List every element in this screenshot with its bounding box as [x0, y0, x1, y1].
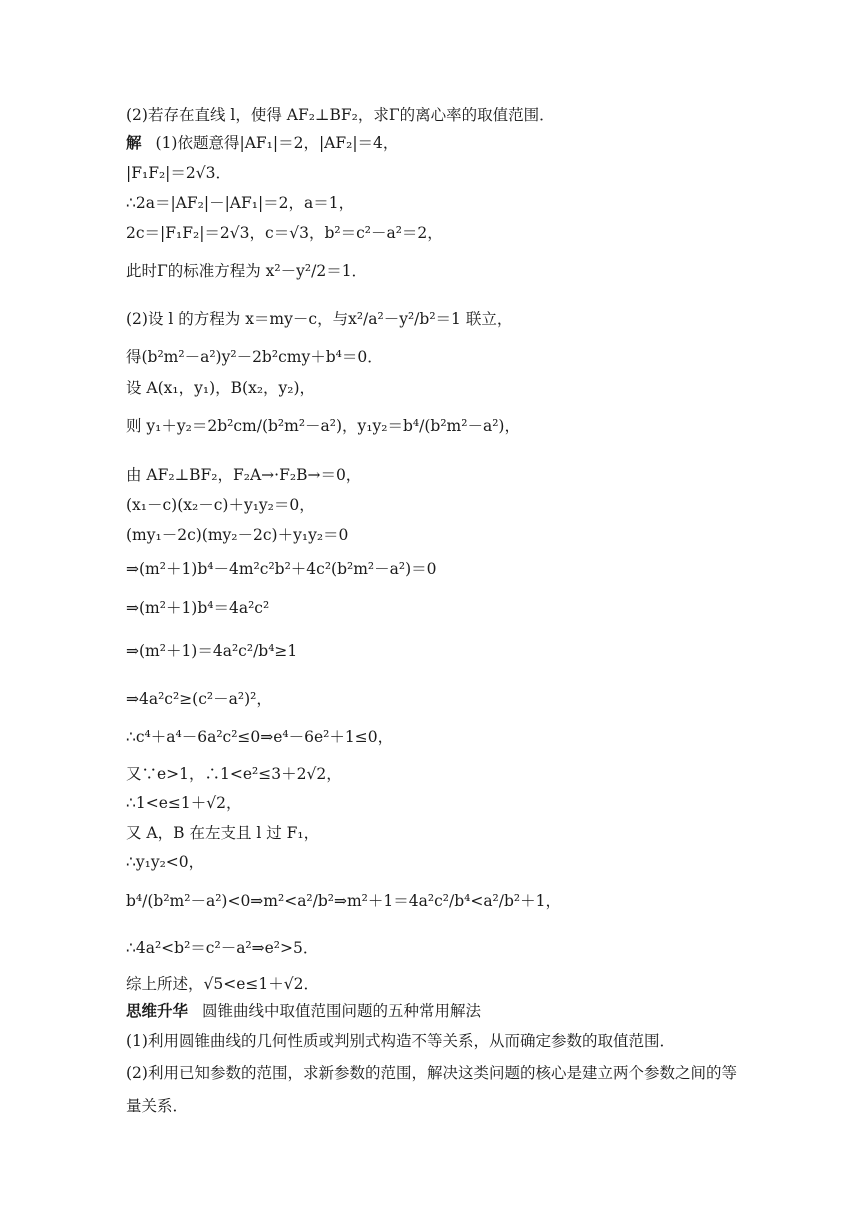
solution-line: ∴2a＝|AF₂|－|AF₁|＝2，a＝1，: [126, 194, 355, 212]
solution-line: |F₁F₂|＝2√3．: [126, 164, 231, 182]
summary-label: 思维升华: [126, 1002, 189, 1020]
solution-line: 又∵e>1，∴1<e²≤3＋2√2，: [126, 765, 342, 783]
solution-line: (2)设 l 的方程为 x＝my－c，与x²/a²－y²/b²＝1 联立，: [126, 310, 513, 328]
solution-line: 则 y₁＋y₂＝2b²cm/(b²m²－a²)，y₁y₂＝b⁴/(b²m²－a²)，: [126, 417, 520, 435]
solution-line: ⇒4a²c²≥(c²－a²)²，: [126, 690, 272, 708]
solution-line: 设 A(x₁，y₁)，B(x₂，y₂)，: [126, 379, 316, 397]
summary-item: (2)利用已知参数的范围，求新参数的范围，解决这类问题的核心是建立两个参数之间的等量关系．: [126, 1064, 737, 1115]
solution-line: b⁴/(b²m²－a²)<0⇒m²<a²/b²⇒m²＋1＝4a²c²/b⁴<a²/b²＋1，: [126, 892, 561, 910]
solution-line: (my₁－2c)(my₂－2c)＋y₁y₂＝0: [126, 526, 349, 544]
question-part-2: (2)若存在直线 l，使得 AF₂⊥BF₂，求Γ的离心率的取值范围．: [126, 106, 555, 124]
solution-line: ∴1<e≤1＋√2，: [126, 794, 242, 812]
solution-label: 解: [126, 134, 142, 152]
solution-line: 此时Γ的标准方程为 x²－y²/2＝1．: [126, 262, 368, 280]
solution-line: 得(b²m²－a²)y²－2b²cmy＋b⁴＝0．: [126, 348, 383, 366]
solution-line: 解 (1)依题意得|AF₁|＝2，|AF₂|＝4，: [126, 134, 399, 152]
solution-line: 2c＝|F₁F₂|＝2√3，c＝√3，b²＝c²－a²＝2，: [126, 224, 443, 242]
conclusion-line: 综上所述，√5<e≤1＋√2．: [126, 975, 319, 993]
solution-line: ⇒(m²＋1)＝4a²c²/b⁴≥1: [126, 642, 298, 660]
solution-line: 又 A，B 在左支且 l 过 F₁，: [126, 824, 320, 842]
summary-heading: 思维升华 圆锥曲线中取值范围问题的五种常用解法: [126, 1002, 482, 1020]
solution-line: ⇒(m²＋1)b⁴＝4a²c²: [126, 599, 270, 617]
solution-line: ⇒(m²＋1)b⁴－4m²c²b²＋4c²(b²m²－a²)＝0: [126, 560, 437, 578]
solution-line: ∴4a²<b²＝c²－a²⇒e²>5．: [126, 939, 319, 957]
summary-item: (1)利用圆锥曲线的几何性质或判别式构造不等关系，从而确定参数的取值范围．: [126, 1032, 675, 1050]
solution-line: ∴y₁y₂<0，: [126, 853, 205, 871]
solution-line: 由 AF₂⊥BF₂，F₂A→·F₂B→＝0，: [126, 466, 362, 484]
solution-line: ∴c⁴＋a⁴－6a²c²≤0⇒e⁴－6e²＋1≤0，: [126, 728, 394, 746]
solution-line: (x₁－c)(x₂－c)＋y₁y₂＝0，: [126, 496, 315, 514]
